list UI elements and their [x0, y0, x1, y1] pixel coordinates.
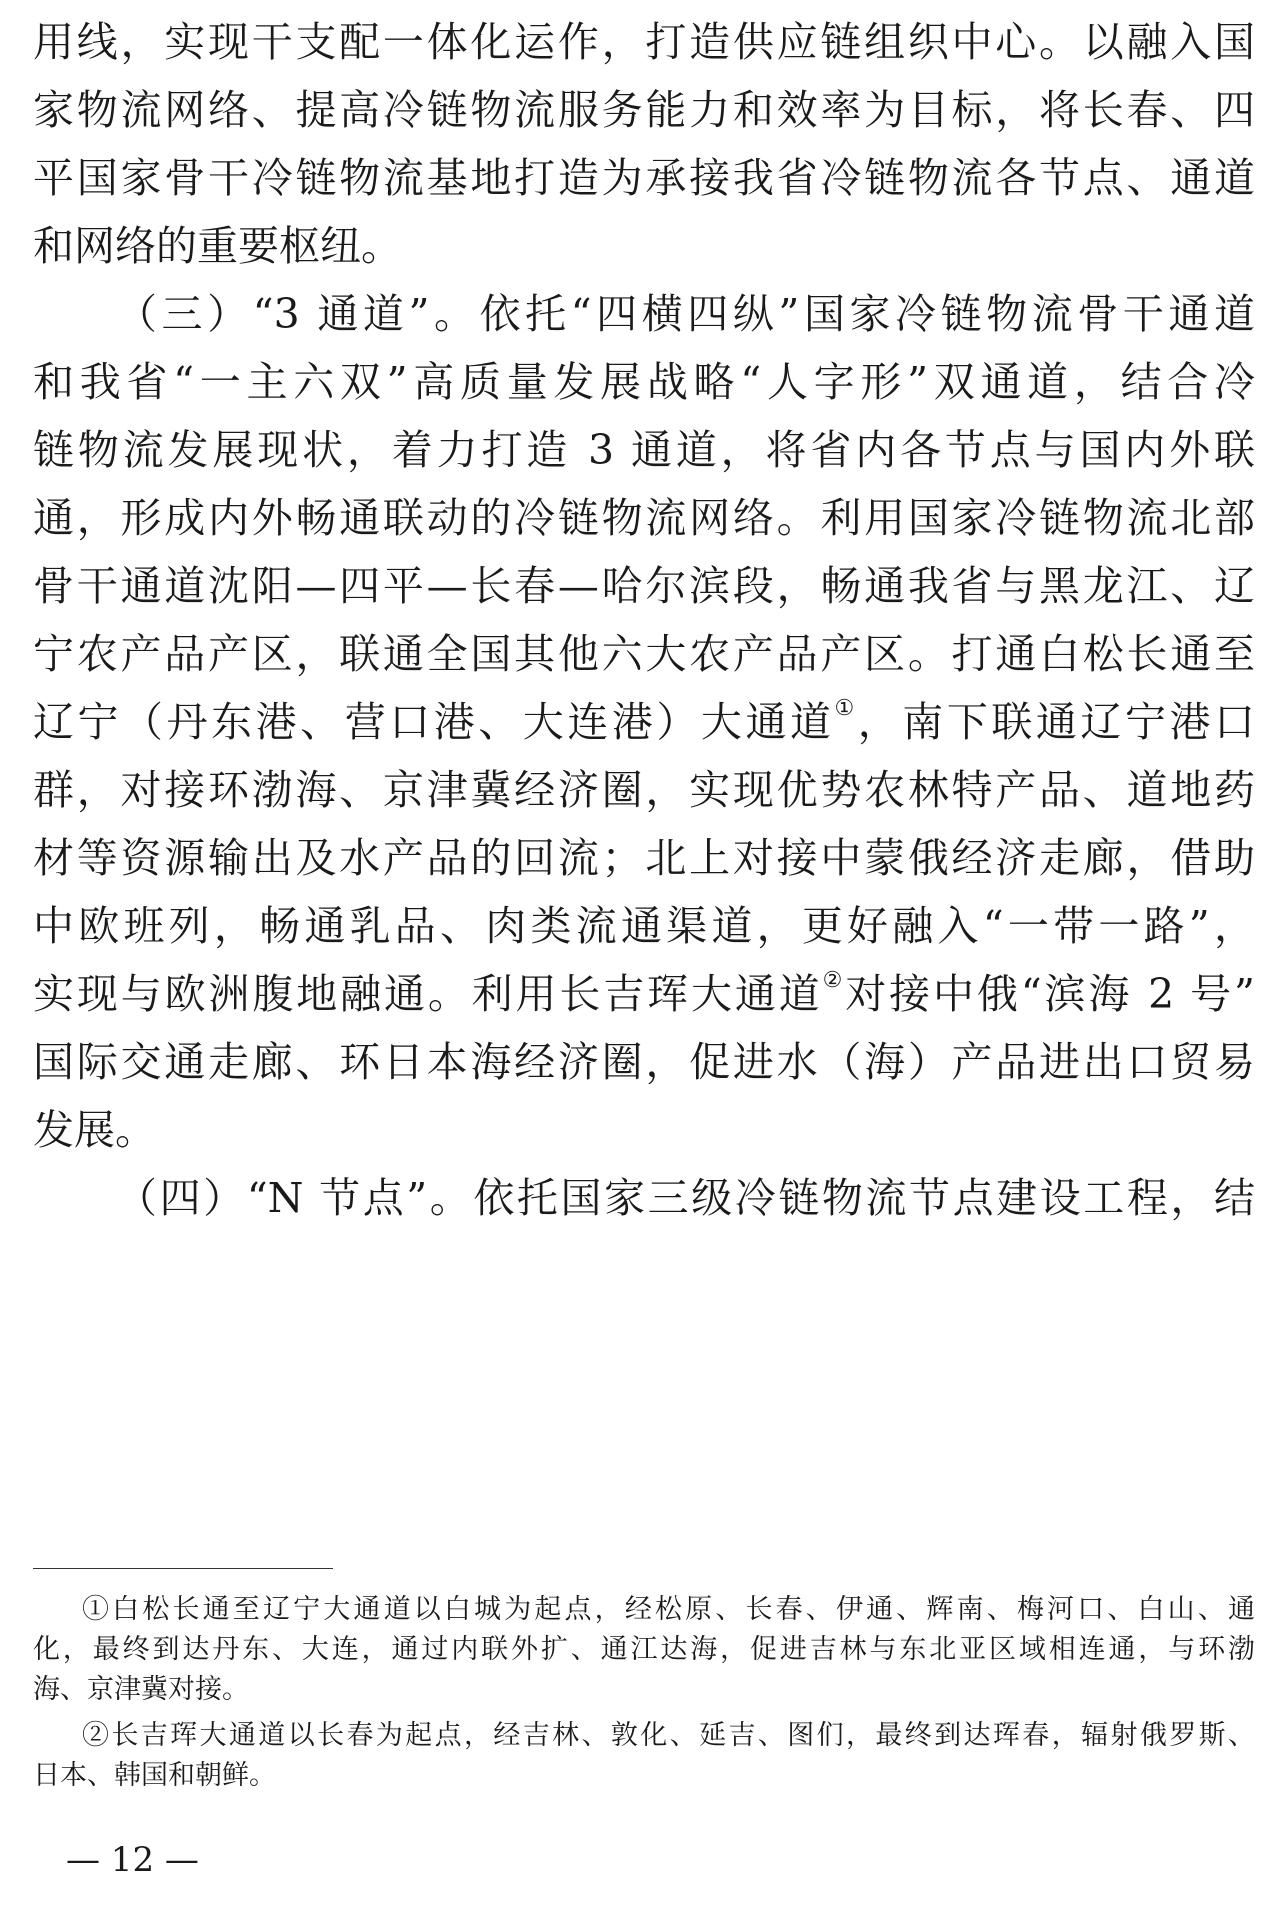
body-text: 对接中俄“滨海 2 号” [845, 970, 1255, 1018]
footnote-1-line: ①白松长通至辽宁大通道以白城为起点，经松原、长春、伊通、辉南、梅河口、白山、通 [82, 1594, 1255, 1625]
body-line: 用线，实现干支配一体化运作，打造供应链组织中心。以融入国 [33, 18, 1255, 66]
footnote-2-line: 日本、韩国和朝鲜。 [33, 1760, 276, 1791]
footnote-1-line: 化，最终到达丹东、大连，通过内联外扩、通江达海，促进吉林与东北亚区域相连通，与环渤 [33, 1634, 1255, 1665]
footnote-ref-2[interactable]: ② [822, 968, 846, 994]
footnote-ref-1[interactable]: ① [834, 696, 858, 722]
body-line: 材等资源输出及水产品的回流；北上对接中蒙俄经济走廊，借助 [33, 834, 1255, 882]
section-heading-three: （三）“3 通道”。依托“四横四纵”国家冷链物流骨干通道 [116, 290, 1255, 338]
body-text: ，南下联通辽宁港口 [857, 698, 1255, 746]
body-line: 通，形成内外畅通联动的冷链物流网络。利用国家冷链物流北部 [33, 494, 1255, 542]
footnote-1-line: 海、京津冀对接。 [33, 1674, 249, 1705]
body-line: 和我省“一主六双”高质量发展战略“人字形”双通道，结合冷 [33, 358, 1255, 406]
body-line: 中欧班列，畅通乳品、肉类流通渠道，更好融入“一带一路”， [33, 902, 1255, 950]
footnote-2-line: ②长吉珲大通道以长春为起点，经吉林、敦化、延吉、图们，最终到达珲春，辐射俄罗斯、 [82, 1720, 1255, 1751]
body-line: 发展。 [33, 1106, 156, 1154]
body-line: 家物流网络、提高冷链物流服务能力和效率为目标，将长春、四 [33, 86, 1255, 134]
footnote-divider [33, 1568, 333, 1569]
body-line: 和网络的重要枢纽。 [33, 222, 402, 270]
body-line: 宁农产品产区，联通全国其他六大农产品产区。打通白松长通至 [33, 630, 1255, 678]
body-text: 辽宁（丹东港、营口港、大连港）大通道 [33, 698, 835, 746]
body-line: 国际交通走廊、环日本海经济圈，促进水（海）产品进出口贸易 [33, 1038, 1255, 1086]
body-line: 平国家骨干冷链物流基地打造为承接我省冷链物流各节点、通道 [33, 154, 1255, 202]
body-line: 链物流发展现状，着力打造 3 通道，将省内各节点与国内外联 [33, 426, 1255, 474]
body-text: 实现与欧洲腹地融通。利用长吉珲大通道 [33, 970, 823, 1018]
body-line: 群，对接环渤海、京津冀经济圈，实现优势农林特产品、道地药 [33, 766, 1255, 814]
section-heading-four: （四）“N 节点”。依托国家三级冷链物流节点建设工程，结 [116, 1174, 1255, 1222]
page-number: — 12 — [66, 1840, 199, 1880]
body-line: 骨干通道沈阳—四平—长春—哈尔滨段，畅通我省与黑龙江、辽 [33, 562, 1255, 610]
